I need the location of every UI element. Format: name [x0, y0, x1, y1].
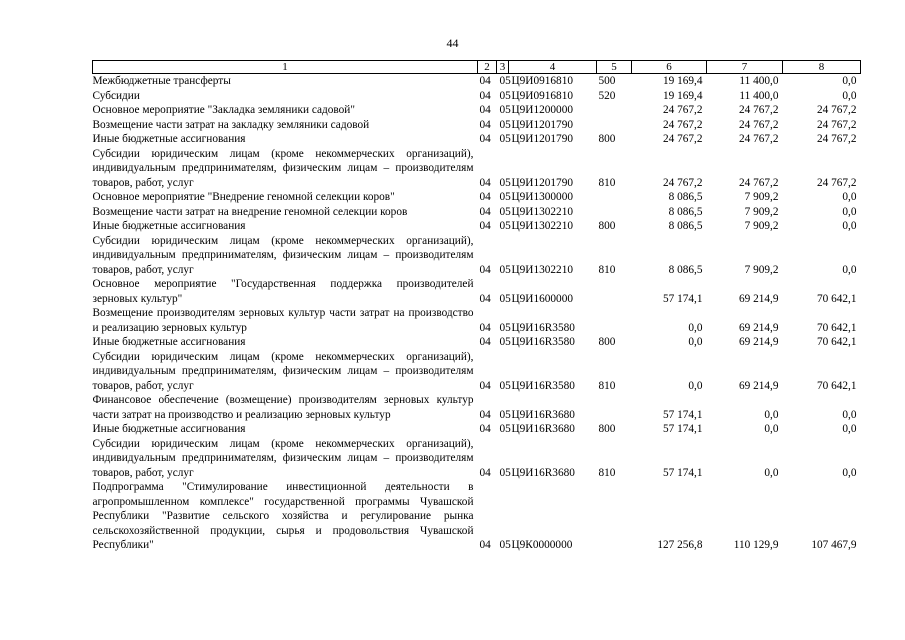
- row-amount-col7: 11 400,0: [739, 75, 779, 87]
- row-target-article: Ц9И16R3680: [511, 466, 575, 479]
- row-subsection-code: 05: [499, 423, 511, 435]
- row-section-code: 04: [479, 321, 491, 334]
- row-name: Иные бюджетные ассигнования: [92, 220, 246, 232]
- row-target-article: Ц9И0916810: [511, 75, 574, 87]
- table-row: [93, 147, 861, 191]
- row-section-code: 04: [479, 176, 491, 189]
- row-name: Подпрограмма "Стимулирование инвестиционной деятельности в агропромышленном комплексе" государственной программы Чувашской Республики "Развитие сельского хозяйства и регулирование рынка сельскохозяйственной продукции, сырья и продовольствия Чувашской Республики": [92, 481, 474, 551]
- row-amount-col8: 24 767,2: [816, 118, 857, 131]
- row-amount-col7: 7 909,2: [744, 191, 779, 203]
- row-amount-col7: 0,0: [764, 423, 779, 435]
- row-expense-type: 810: [598, 379, 616, 392]
- row-amount-col6: 8 086,5: [668, 205, 703, 218]
- row-section-code: 04: [479, 408, 491, 421]
- row-target-article: Ц9И1201790: [511, 176, 574, 189]
- row-expense-type: 520: [598, 89, 616, 102]
- row-amount-col6: 19 169,4: [662, 89, 703, 102]
- table-row: [93, 118, 861, 133]
- row-amount-col7: 110 129,9: [733, 539, 779, 551]
- table-row: [93, 437, 861, 481]
- row-expense-type: [597, 277, 632, 306]
- row-expense-type: 500: [598, 75, 616, 87]
- page-number: 44: [446, 36, 459, 50]
- row-amount-col7: 69 214,9: [738, 292, 779, 305]
- header-col-3: 3: [497, 61, 509, 74]
- row-expense-type: 810: [598, 466, 616, 479]
- table-row: [93, 190, 861, 205]
- table-row: [93, 234, 861, 278]
- row-amount-col7: 69 214,9: [738, 336, 779, 348]
- row-name: Возмещение части затрат на закладку земляники садовой: [92, 118, 370, 131]
- row-name: Возмещение производителям зерновых культур части затрат на производство и реализацию зерновых культур: [92, 307, 474, 334]
- row-expense-type: 810: [598, 176, 616, 189]
- header-col-8: 8: [783, 61, 861, 74]
- row-subsection-code: 05: [499, 539, 511, 551]
- header-col-1: 1: [93, 61, 478, 74]
- row-amount-col6: 57 174,1: [662, 292, 703, 305]
- row-subsection-code: 05: [499, 104, 511, 116]
- row-amount-col8: 0,0: [842, 89, 857, 102]
- row-amount-col8: 0,0: [842, 220, 857, 232]
- row-amount-col8: 0,0: [842, 205, 857, 218]
- row-subsection-code: 05: [499, 118, 511, 131]
- row-target-article: Ц9И1201790: [511, 118, 574, 131]
- row-name: Основное мероприятие "Внедрение геномной селекции коров": [92, 191, 395, 203]
- table-row: [93, 103, 861, 118]
- row-expense-type: 800: [598, 336, 616, 348]
- row-amount-col8: 24 767,2: [816, 176, 857, 189]
- row-section-code: 04: [479, 89, 491, 102]
- row-amount-col8: 0,0: [842, 263, 857, 276]
- row-name: Субсидии юридическим лицам (кроме некоммерческих организаций), индивидуальным предпринимателям, физическим лицам – производителям товаров, работ, услуг: [92, 147, 474, 189]
- row-expense-type: [597, 103, 632, 118]
- row-expense-type: [597, 393, 632, 422]
- row-name: Иные бюджетные ассигнования: [92, 133, 246, 145]
- row-amount-col7: 69 214,9: [738, 321, 779, 334]
- row-expense-type: 800: [598, 423, 616, 435]
- row-amount-col7: 24 767,2: [738, 104, 779, 116]
- row-amount-col8: 0,0: [842, 75, 857, 87]
- row-amount-col6: 127 256,8: [657, 539, 703, 551]
- table-row: [93, 306, 861, 335]
- row-amount-col8: 0,0: [842, 423, 857, 435]
- row-amount-col7: 69 214,9: [738, 379, 779, 392]
- row-amount-col7: 0,0: [764, 408, 779, 421]
- row-target-article: Ц9И1600000: [511, 292, 574, 305]
- row-subsection-code: 05: [499, 292, 511, 305]
- row-amount-col6: 24 767,2: [662, 176, 703, 189]
- row-subsection-code: 05: [499, 336, 511, 348]
- row-section-code: 04: [479, 336, 491, 348]
- row-amount-col8: 0,0: [842, 466, 857, 479]
- row-expense-type: [597, 118, 632, 133]
- row-section-code: 04: [479, 104, 491, 116]
- row-name: Субсидии юридическим лицам (кроме некоммерческих организаций), индивидуальным предпринимателям, физическим лицам – производителям товаров, работ, услуг: [92, 350, 474, 392]
- row-amount-col7: 11 400,0: [739, 89, 779, 102]
- row-amount-col8: 24 767,2: [816, 104, 857, 116]
- row-target-article: Ц9И0916810: [511, 89, 574, 102]
- table-row: [93, 74, 861, 89]
- row-expense-type: [597, 190, 632, 205]
- row-name: Иные бюджетные ассигнования: [92, 336, 246, 348]
- row-amount-col6: 57 174,1: [662, 466, 703, 479]
- row-subsection-code: 05: [499, 89, 511, 102]
- row-amount-col6: 57 174,1: [662, 423, 703, 435]
- row-target-article: Ц9И1302210: [511, 220, 574, 232]
- header-col-2: 2: [478, 61, 497, 74]
- row-name: Субсидии юридическим лицам (кроме некоммерческих организаций), индивидуальным предпринимателям, физическим лицам – производителям товаров, работ, услуг: [92, 437, 474, 479]
- row-section-code: 04: [479, 191, 491, 203]
- row-subsection-code: 05: [499, 191, 511, 203]
- row-target-article: Ц9И1200000: [511, 104, 574, 116]
- row-expense-type: [597, 205, 632, 220]
- header-col-5: 5: [597, 61, 632, 74]
- row-amount-col6: 8 086,5: [668, 220, 703, 232]
- row-target-article: Ц9И16R3580: [511, 379, 575, 392]
- row-target-article: Ц9И1300000: [511, 191, 574, 203]
- row-subsection-code: 05: [499, 408, 511, 421]
- table-row: [93, 277, 861, 306]
- row-amount-col8: 70 642,1: [816, 379, 857, 392]
- budget-table: [92, 60, 861, 553]
- row-target-article: Ц9И1302210: [511, 205, 574, 218]
- header-col-6: 6: [632, 61, 707, 74]
- row-target-article: Ц9И16R3580: [511, 336, 575, 348]
- row-amount-col8: 107 467,9: [811, 539, 857, 551]
- row-name: Иные бюджетные ассигнования: [92, 423, 246, 435]
- row-subsection-code: 05: [499, 379, 511, 392]
- row-amount-col8: 24 767,2: [816, 133, 857, 145]
- table-row: [93, 205, 861, 220]
- row-target-article: Ц9И16R3580: [511, 321, 575, 334]
- row-amount-col6: 24 767,2: [662, 104, 703, 116]
- row-amount-col7: 7 909,2: [744, 263, 779, 276]
- table-row: [93, 350, 861, 394]
- row-subsection-code: 05: [499, 75, 511, 87]
- row-name: Возмещение части затрат на внедрение геномной селекции коров: [92, 205, 408, 218]
- row-name: Субсидии: [92, 89, 140, 102]
- table-row: [93, 89, 861, 104]
- row-target-article: Ц9И16R3680: [511, 423, 575, 435]
- row-expense-type: 810: [598, 263, 616, 276]
- row-amount-col6: 0,0: [688, 321, 703, 334]
- row-amount-col7: 7 909,2: [744, 205, 779, 218]
- row-section-code: 04: [479, 423, 491, 435]
- row-subsection-code: 05: [499, 205, 511, 218]
- table-header: [93, 61, 861, 74]
- row-amount-col6: 24 767,2: [662, 133, 703, 145]
- row-amount-col8: 0,0: [842, 408, 857, 421]
- row-target-article: Ц9И1302210: [511, 263, 574, 276]
- row-expense-type: 800: [598, 133, 616, 145]
- row-section-code: 04: [479, 205, 491, 218]
- row-name: Финансовое обеспечение (возмещение) производителям зерновых культур части затрат на производство и реализацию зерновых культур: [92, 394, 474, 421]
- row-amount-col7: 24 767,2: [738, 118, 779, 131]
- row-amount-col7: 24 767,2: [738, 133, 779, 145]
- table-row: [93, 422, 861, 437]
- row-amount-col6: 8 086,5: [668, 191, 703, 203]
- row-section-code: 04: [479, 118, 491, 131]
- row-amount-col8: 0,0: [842, 191, 857, 203]
- header-col-4: 4: [509, 61, 597, 74]
- row-target-article: Ц9И1201790: [511, 133, 574, 145]
- row-amount-col6: 19 169,4: [662, 75, 703, 87]
- row-amount-col7: 0,0: [764, 466, 779, 479]
- row-amount-col8: 70 642,1: [816, 336, 857, 348]
- header-row: [93, 61, 861, 74]
- row-name: Основное мероприятие "Государственная поддержка производителей зерновых культур": [92, 278, 474, 305]
- row-subsection-code: 05: [499, 220, 511, 232]
- row-section-code: 04: [479, 379, 491, 392]
- row-name: Межбюджетные трансферты: [92, 75, 231, 87]
- row-subsection-code: 05: [499, 176, 511, 189]
- row-name: Субсидии юридическим лицам (кроме некоммерческих организаций), индивидуальным предпринимателям, физическим лицам – производителям товаров, работ, услуг: [92, 234, 474, 276]
- row-section-code: 04: [479, 133, 491, 145]
- row-target-article: Ц9И16R3680: [511, 408, 575, 421]
- table-row: [93, 480, 861, 553]
- row-name: Основное мероприятие "Закладка земляники садовой": [92, 104, 355, 116]
- row-subsection-code: 05: [499, 263, 511, 276]
- row-section-code: 04: [479, 539, 491, 551]
- table-row: [93, 393, 861, 422]
- row-amount-col6: 24 767,2: [662, 118, 703, 131]
- row-subsection-code: 05: [499, 466, 511, 479]
- table-row: [93, 335, 861, 350]
- row-expense-type: 800: [598, 220, 616, 232]
- row-section-code: 04: [479, 292, 491, 305]
- row-amount-col6: 8 086,5: [668, 263, 703, 276]
- table-row: [93, 132, 861, 147]
- row-amount-col8: 70 642,1: [816, 292, 857, 305]
- row-expense-type: [597, 306, 632, 335]
- row-amount-col6: 0,0: [688, 336, 703, 348]
- row-section-code: 04: [479, 466, 491, 479]
- header-col-7: 7: [707, 61, 783, 74]
- row-section-code: 04: [479, 75, 491, 87]
- row-amount-col8: 70 642,1: [816, 321, 857, 334]
- row-target-article: Ц9К0000000: [511, 539, 573, 551]
- table-body: [93, 74, 861, 553]
- row-subsection-code: 05: [499, 321, 511, 334]
- row-amount-col7: 7 909,2: [744, 220, 779, 232]
- row-amount-col6: 57 174,1: [662, 408, 703, 421]
- row-amount-col6: 0,0: [688, 379, 703, 392]
- row-section-code: 04: [479, 220, 491, 232]
- row-expense-type: [597, 480, 632, 553]
- row-subsection-code: 05: [499, 133, 511, 145]
- row-amount-col7: 24 767,2: [738, 176, 779, 189]
- row-section-code: 04: [479, 263, 491, 276]
- table-row: [93, 219, 861, 234]
